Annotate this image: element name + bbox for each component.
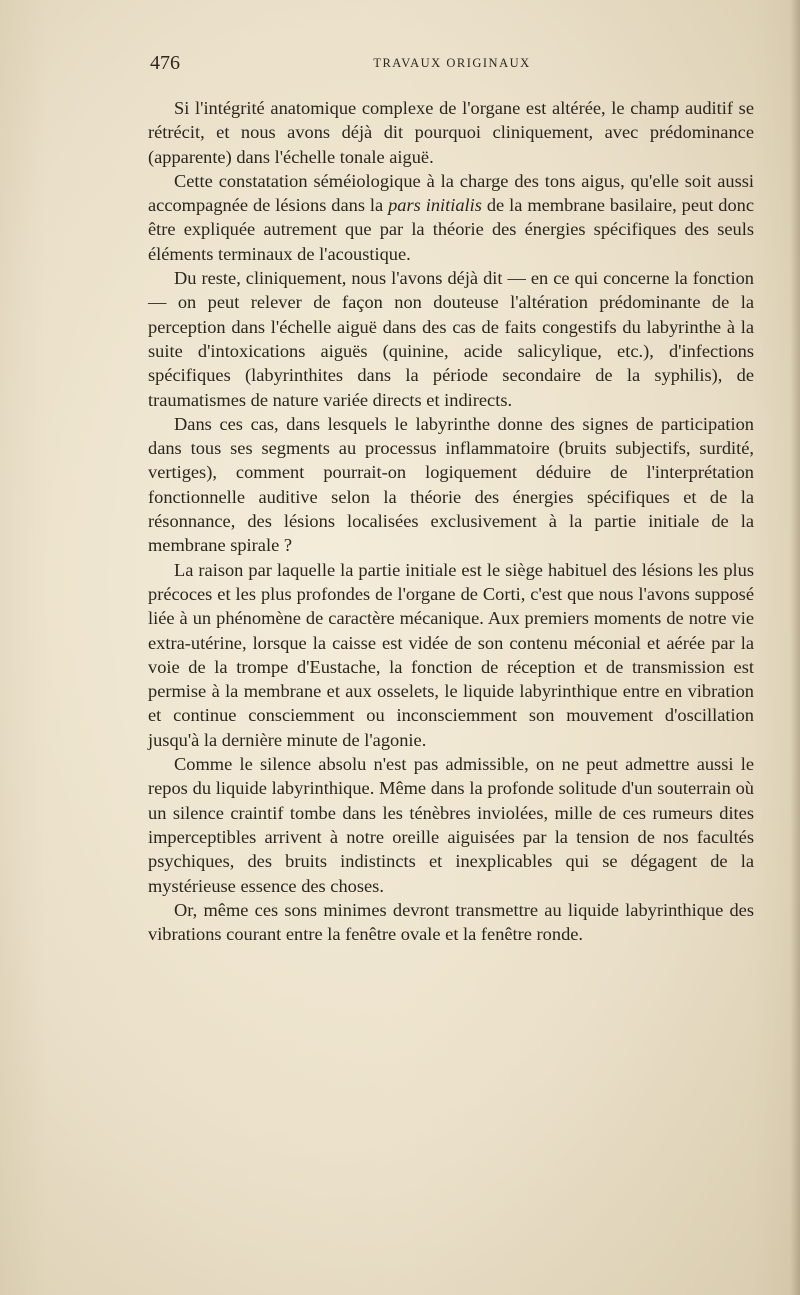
paragraph-3: Du reste, cliniquement, nous l'avons déjà dit — en ce qui concerne la fonction — on peut relever de façon non douteuse l'altération prédominante de la perception dans l'échelle aiguë dans des cas de faits congestifs du labyrinthe à la suite d'intoxications aiguës (quinine, acide salicylique, etc.), d'infections spécifiques (labyrinthites dans la période secondaire de la syphilis), de traumatismes de nature variée directs et indirects. [148, 268, 754, 410]
page-number: 476 [150, 52, 180, 74]
paragraph-2 [148, 169, 754, 266]
paragraph-7: Or, même ces sons minimes devront transmettre au liquide labyrinthique des vibrations courant entre la fenêtre ovale et la fenêtre ronde. [148, 899, 754, 945]
paragraph-1: Si l'intégrité anatomique complexe de l'organe est altérée, le champ auditif se rétrécit, et nous avons déjà dit pourquoi cliniquement, avec prédominance (apparente) dans l'échelle tonale aiguë. [148, 98, 754, 167]
paragraph-4: Dans ces cas, dans lesquels le labyrinthe donne des signes de participation dans tous ses segments au processus inflammatoire (bruits subjectifs, surdité, vertiges), comment pourrait-on logiquement déduire de l'interprétation fonctionnelle auditive selon la théorie des énergies spécifiques et de la résonnance, des lésions localisées exclusivement à la partie initiale de la membrane spirale ? [148, 413, 754, 556]
page-header [150, 50, 754, 76]
paragraph-5: La raison par laquelle la partie initiale est le siège habituel des lésions les plus précoces et les plus profondes de l'organe de Corti, c'est que nous l'avons supposé liée à un phénomène de caractère mécanique. Aux premiers moments de notre vie extra-utérine, lorsque la caisse est vidée de son contenu méconial et aérée par la voie de la trompe d'Eustache, la fonction de réception et de transmission est permise à la membrane et aux osselets, le liquide labyrinthique entre en vibration et continue consciemment ou inconsciemment son mouvement d'oscillation jusqu'à la dernière minute de l'agonie. [148, 559, 754, 750]
paragraph-6: Comme le silence absolu n'est pas admissible, on ne peut admettre aussi le repos du liquide labyrinthique. Même dans la profonde solitude d'un souterrain où un silence craintif tombe dans les ténèbres inviolées, mille de ces rumeurs dites imperceptibles arrivent à notre oreille aiguisées par la tension de nos facultés psychiques, des bruits indistincts et inexplicables qui se dégagent de la mystérieuse essence des choses. [148, 754, 754, 896]
latin-term: pars initialis [388, 195, 482, 216]
paragraph-2-start: Cette constatation séméiologique à la charge des tons aigus, qu'elle soit aussi accompagnée de lésions dans la [148, 170, 754, 216]
paragraph-2-end: de la membrane basilaire, peut donc être expliquée autrement que par la théorie des énergies spécifiques des seuls éléments terminaux de l'acoustique. [148, 195, 754, 264]
running-title: TRAVAUX ORIGINAUX [373, 56, 531, 70]
body-text [148, 96, 754, 946]
